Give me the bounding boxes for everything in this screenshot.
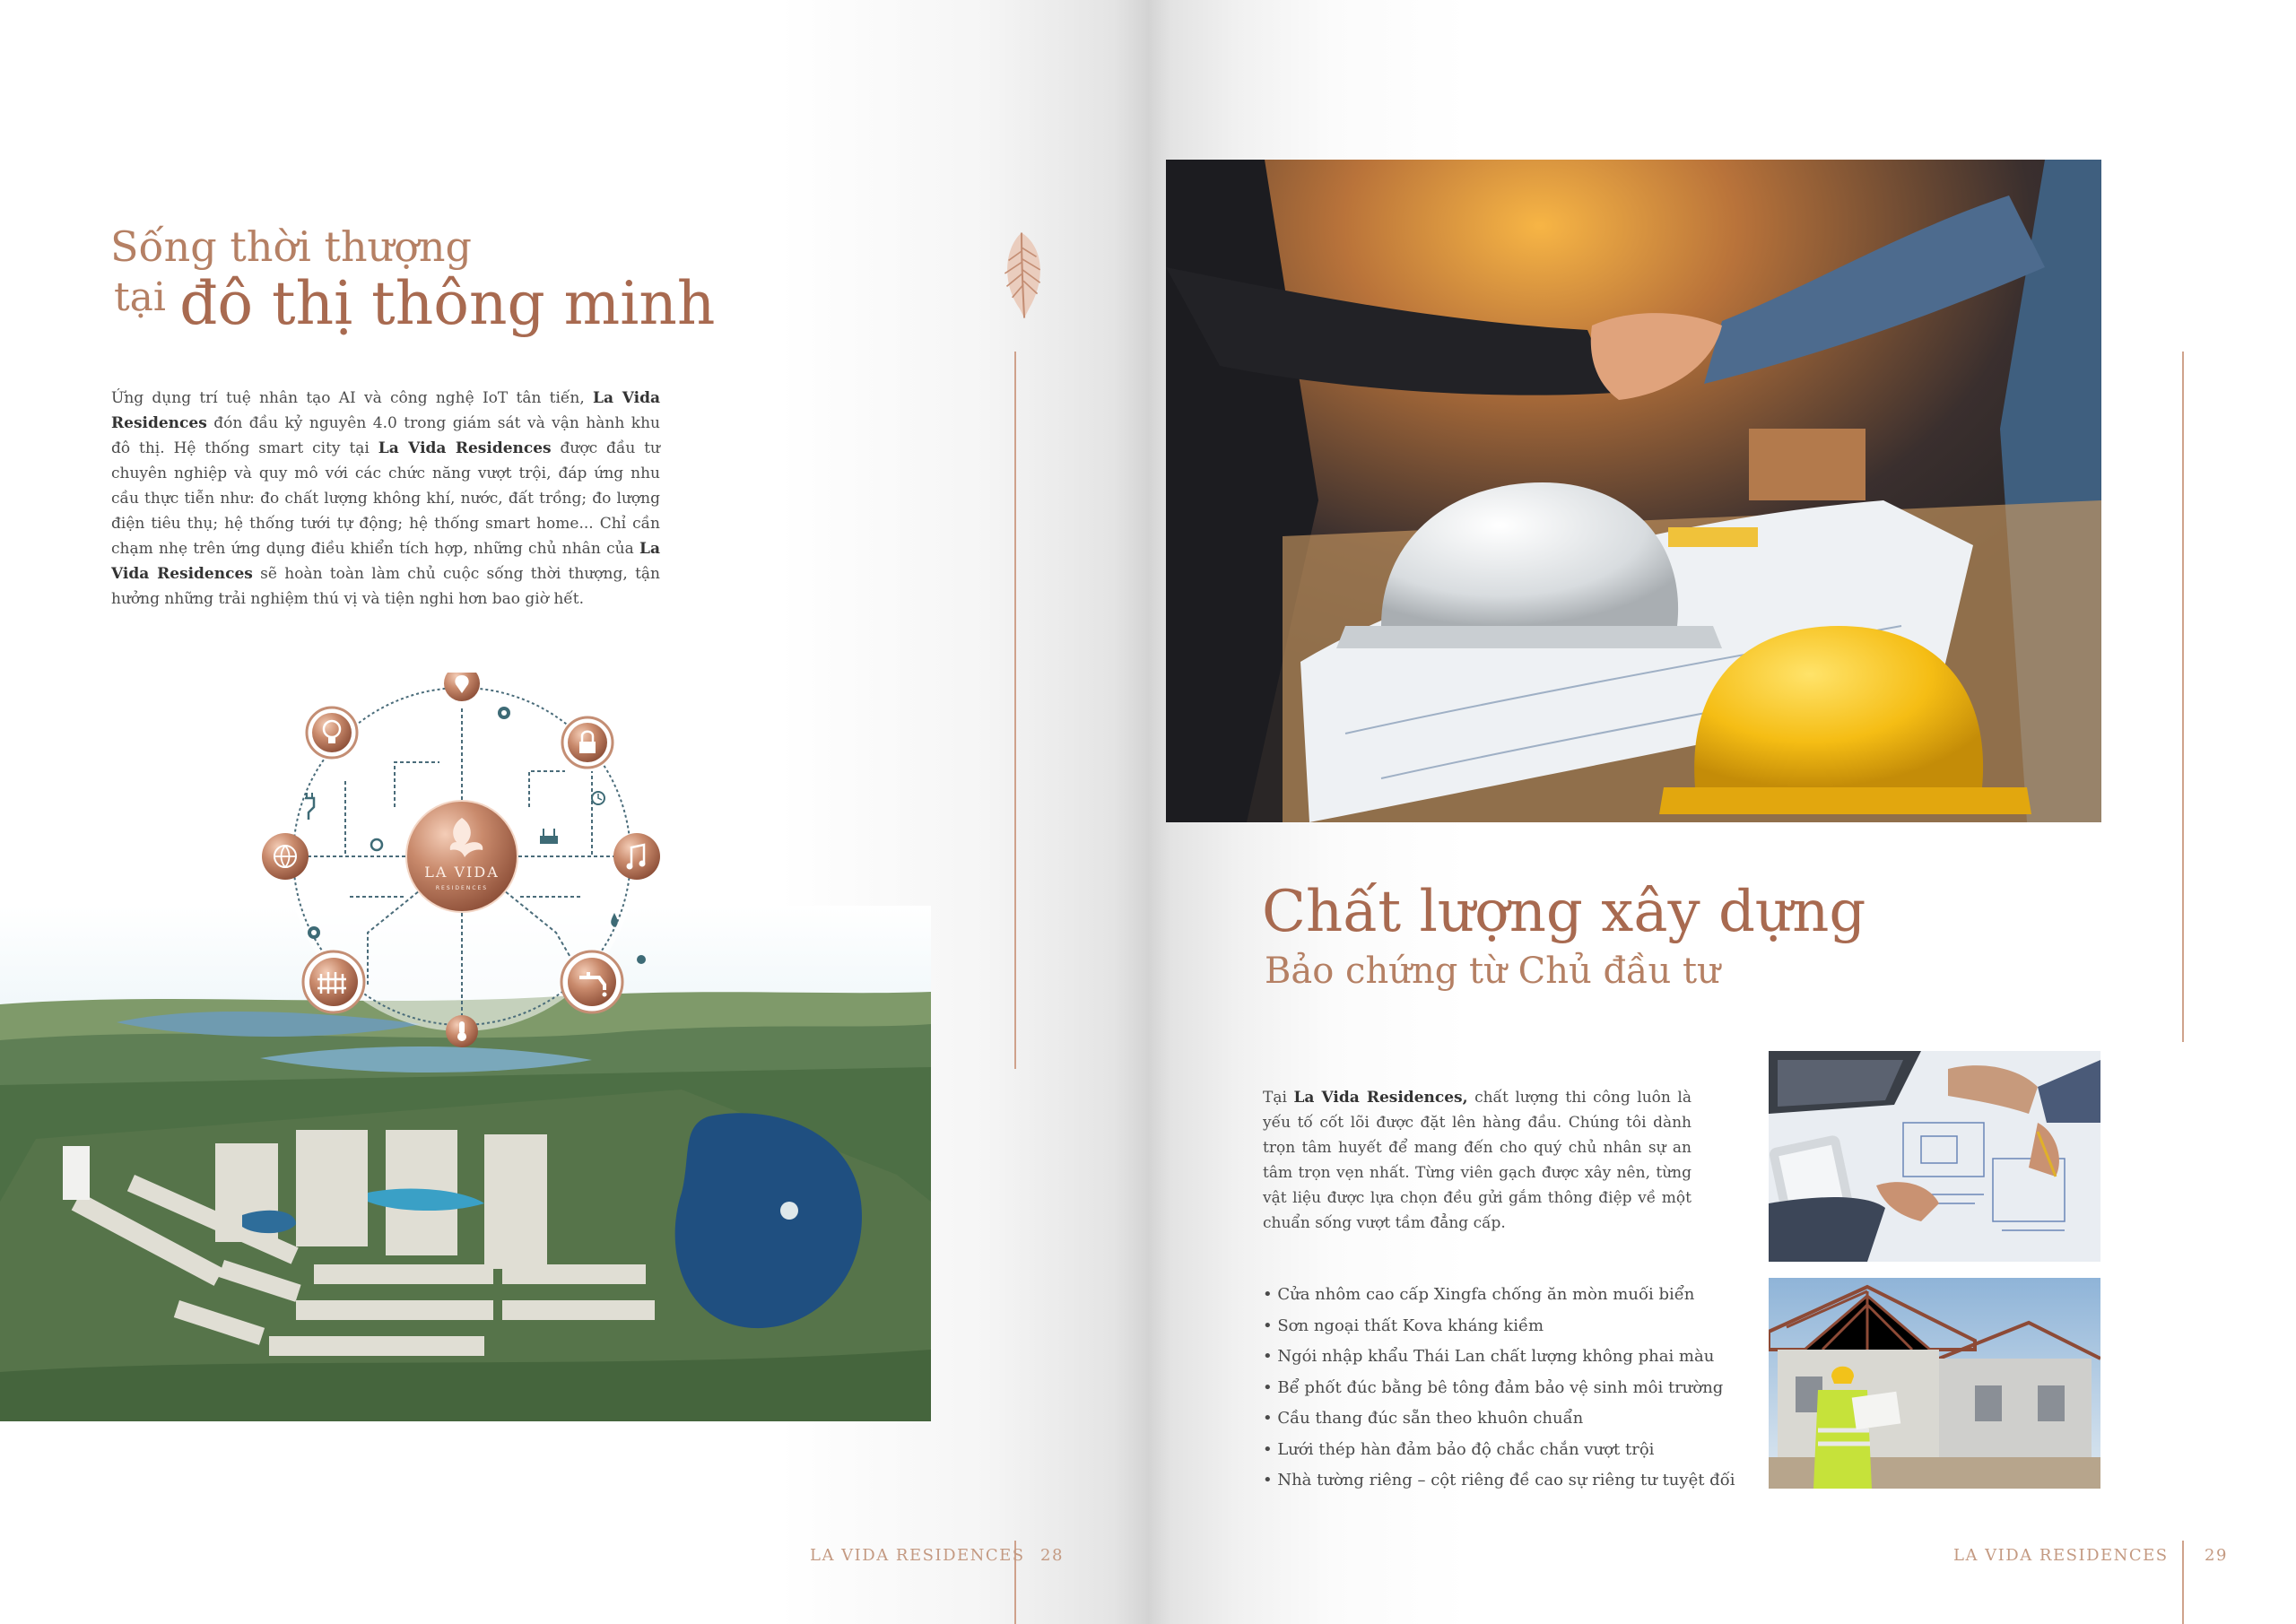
- blueprint-review-photo: [1769, 1051, 2100, 1262]
- paragraph-text: được đầu tư chuyên nghiệp và quy mô với các chức năng vượt trội, đáp ứng nhu cầu thực tiễn như: đo chất lượng không khí, nước, đất trồng; đo lượng điện tiêu thụ; hệ thống tưới tự động; hệ thống smart home... Chỉ cần chạm nhẹ trên ứng dụng điều khiển tích hợp, những chủ nhân của: [111, 439, 660, 558]
- left-heading-line1: Sống thời thượng: [110, 222, 472, 271]
- left-heading-main: đô thị thông minh: [179, 269, 716, 338]
- construction-features-list: [1263, 1280, 1735, 1497]
- left-heading-line2: [114, 269, 715, 338]
- list-item: • Lưới thép hàn đảm bảo độ chắc chắn vượt trội: [1263, 1435, 1735, 1466]
- right-heading-line2: Bảo chứng từ Chủ đầu tư: [1265, 951, 1720, 992]
- smart-city-diagram: [260, 673, 673, 1058]
- right-page: [1148, 0, 2296, 1624]
- right-footer-rule: [2182, 1541, 2184, 1624]
- left-page-number: 28: [1040, 1546, 1064, 1565]
- paragraph-text: Ứng dụng trí tuệ nhân tạo AI và công nghệ IoT tân tiến,: [111, 389, 594, 407]
- right-body-paragraph: [1263, 1085, 1692, 1236]
- water-tap-icon: [561, 951, 622, 1012]
- list-item: • Bể phốt đúc bằng bê tông đảm bảo vệ sinh môi trường: [1263, 1373, 1735, 1404]
- right-heading-line1: Chất lượng xây dựng: [1262, 879, 1866, 945]
- left-body-paragraph: [111, 386, 660, 612]
- left-heading-prefix: tại: [114, 274, 166, 320]
- brand-name: La Vida Residences: [111, 540, 660, 583]
- left-vertical-rule: [1014, 352, 1016, 1069]
- paragraph-text: đón đầu kỷ nguyên 4.0 trong giám sát và vận hành khu đô thị. Hệ thống smart city tại: [111, 414, 660, 457]
- list-item: • Cầu thang đúc sẵn theo khuôn chuẩn: [1263, 1403, 1735, 1435]
- feather-icon: [994, 229, 1049, 322]
- handshake-photo-art: [1166, 160, 2101, 822]
- paragraph-text: chất lượng thi công luôn là yếu tố cốt lõi được đặt lên hàng đầu. Chúng tôi dành trọn tâm huyết để mang đến cho quý chủ nhân sự an tâm trọn vẹn nhất. Từng viên gạch được xây nên, từng vật liệu được lựa chọn đều gửi gắm thông điệp về một chuẩn sống vượt tầm đẳng cấp.: [1263, 1089, 1692, 1232]
- construction-photo-art: [1769, 1278, 2100, 1489]
- diagram-logo-subtext: RESIDENCES: [435, 885, 489, 891]
- paragraph-text: sẽ hoàn toàn làm chủ cuộc sống thời thượng, tận hưởng những trải nghiệm thú vị và tiện nghi hơn bao giờ hết.: [111, 565, 660, 608]
- right-page-number: 29: [2205, 1546, 2228, 1565]
- lock-icon: [562, 717, 613, 768]
- brand-name: La Vida Residences: [111, 389, 661, 432]
- brand-name: La Vida Residences,: [1293, 1089, 1468, 1107]
- construction-site-photo: [1769, 1278, 2100, 1489]
- brand-name: La Vida Residences: [378, 439, 552, 457]
- blueprint-photo-art: [1769, 1051, 2100, 1262]
- lightbulb-icon: [307, 708, 357, 758]
- list-item: • Nhà tường riêng – cột riêng đề cao sự riêng tư tuyệt đối: [1263, 1465, 1735, 1497]
- list-item: • Ngói nhập khẩu Thái Lan chất lượng không phai màu: [1263, 1342, 1735, 1373]
- list-item: • Cửa nhôm cao cấp Xingfa chống ăn mòn muối biển: [1263, 1280, 1735, 1311]
- fence-icon: [303, 951, 364, 1012]
- right-vertical-rule: [2182, 352, 2184, 1042]
- thermometer-icon: [446, 1015, 478, 1047]
- left-footer-brand: LA VIDA RESIDENCES: [810, 1546, 1025, 1565]
- paragraph-text: Tại: [1263, 1089, 1294, 1107]
- globe-icon: [262, 833, 309, 880]
- right-footer-brand: LA VIDA RESIDENCES: [1953, 1546, 2169, 1565]
- music-note-icon: [613, 833, 660, 880]
- handshake-photo: [1166, 160, 2101, 822]
- diagram-logo-text: LA VIDA: [424, 864, 500, 881]
- list-item: • Sơn ngoại thất Kova kháng kiềm: [1263, 1311, 1735, 1342]
